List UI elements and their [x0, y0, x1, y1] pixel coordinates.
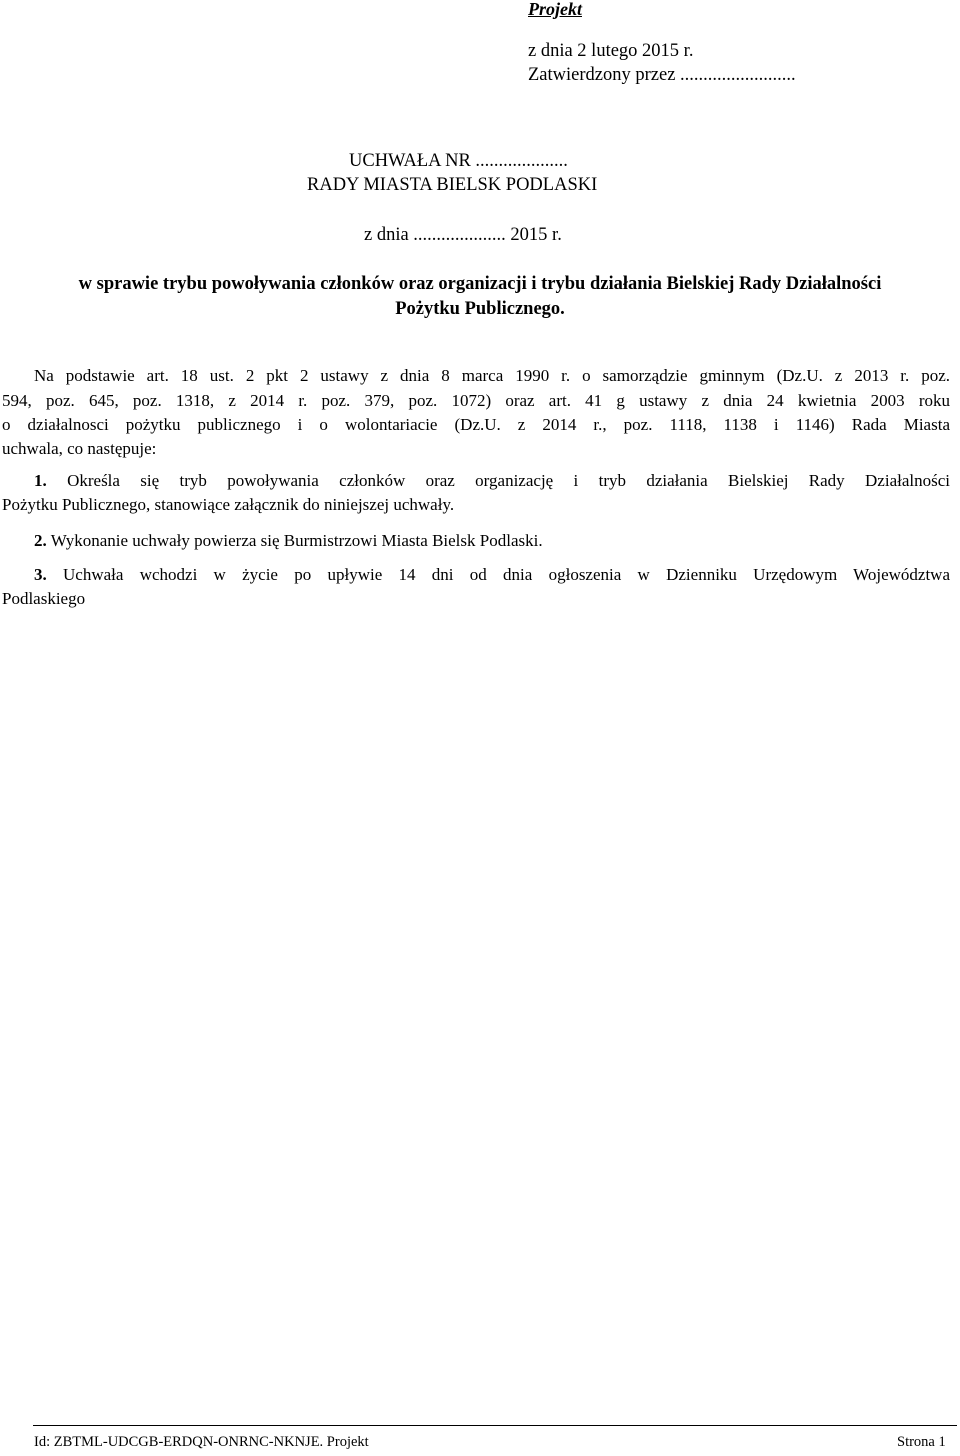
paragraph-3-line-1 — [34, 565, 950, 585]
header-date: z dnia 2 lutego 2015 r. — [528, 41, 694, 61]
subject-line-1: w sprawie trybu powoływania członków oraz organizacji i trybu działania Bielskiej Rady Działalności — [78, 274, 882, 294]
footer-divider — [33, 1425, 957, 1426]
footer-id: Id: ZBTML-UDCGB-ERDQN-ONRNC-NKNJE. Projekt — [34, 1434, 369, 1450]
preamble-line-3: o działalnosci pożytku publicznego i o wolontariacie (Dz.U. z 2014 r., poz. 1118, 1138 i 1146) Rada Miasta — [2, 415, 950, 434]
council-name: RADY MIASTA BIELSK PODLASKI — [307, 175, 598, 195]
paragraph-1-text: Określa się tryb powoływania członków oraz organizację i tryb działania Bielskiej Rady Działalności — [46, 471, 950, 490]
subject-line-2: Pożytku Publicznego. — [395, 299, 565, 319]
paragraph-1-line-2: Pożytku Publicznego, stanowiące załącznik do niniejszej uchwały. — [2, 495, 455, 514]
paragraph-3-text: Uchwała wchodzi w życie po upływie 14 dni od dnia ogłoszenia w Dzienniku Urzędowym Województwa — [46, 565, 950, 584]
projekt-label: Projekt — [528, 0, 582, 19]
paragraph-1-line-1 — [34, 471, 950, 491]
paragraph-2-text: Wykonanie uchwały powierza się Burmistrzowi Miasta Bielsk Podlaski. — [46, 531, 543, 550]
paragraph-2 — [34, 531, 543, 551]
approved-by: Zatwierdzony przez ......................... — [528, 65, 796, 85]
preamble-line-1: Na podstawie art. 18 ust. 2 pkt 2 ustawy z dnia 8 marca 1990 r. o samorządzie gminnym (Dz.U. z 2013 r. poz. — [34, 366, 950, 385]
footer-page-number: Strona 1 — [897, 1434, 946, 1450]
preamble-line-4: uchwala, co następuje: — [2, 439, 157, 458]
preamble-line-2: 594, poz. 645, poz. 1318, z 2014 r. poz. 379, poz. 1072) oraz art. 41 g ustawy z dnia 24 kwietnia 2003 roku — [2, 391, 950, 410]
paragraph-1-number: 1. — [34, 471, 47, 490]
paragraph-3-line-2: Podlaskiego — [2, 589, 86, 608]
resolution-date: z dnia .................... 2015 r. — [364, 225, 562, 245]
paragraph-2-number: 2. — [34, 531, 47, 550]
resolution-number: UCHWAŁA NR .................... — [349, 151, 568, 171]
paragraph-3-number: 3. — [34, 565, 47, 584]
